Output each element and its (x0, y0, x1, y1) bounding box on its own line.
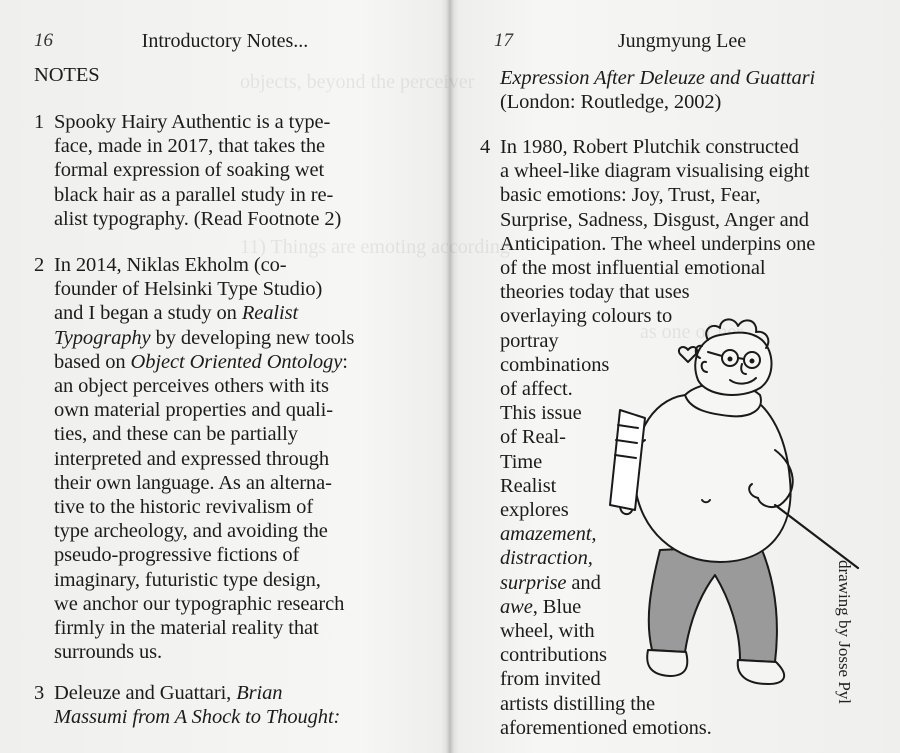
text-line (500, 66, 890, 90)
left-running-head (34, 28, 416, 54)
text-line: from invited (500, 668, 601, 691)
footnote-number: 4 (480, 136, 491, 158)
text-line: firmly in the material reality that (54, 617, 319, 640)
text-line: pseudo-progressive fictions of (54, 544, 300, 567)
footnote-number: 2 (34, 254, 45, 276)
text-line: and I began a study on Realist (54, 302, 299, 325)
notes-heading: NOTES (34, 64, 100, 86)
footnote-body (54, 253, 434, 664)
text-line: face, made in 2017, that takes the (54, 135, 325, 158)
text-line: basic emotions: Joy, Trust, Fear, (500, 184, 761, 207)
text-line: we anchor our typographic research (54, 592, 345, 615)
text-line: of the most influential emotional (500, 257, 766, 280)
text-line: theories today that uses (500, 281, 690, 304)
right-running-head (494, 28, 870, 54)
text-line: awe, Blue (500, 595, 582, 618)
italic-text: Typography (54, 326, 151, 349)
italic-text: Realist (241, 302, 299, 325)
text-line: of Real- (500, 426, 566, 449)
text-line: imaginary, futuristic type design, (54, 568, 321, 591)
page-number-left: 16 (34, 30, 53, 51)
text-line: tive to the historic revivalism of (54, 496, 314, 519)
text-line: their own language. As an alterna- (54, 471, 332, 494)
text-line: combinations (500, 353, 610, 376)
text-line: Anticipation. The wheel underpins one (500, 232, 816, 255)
text-line: a wheel-like diagram visualising eight (500, 160, 810, 183)
text-line (54, 705, 434, 729)
running-head-title-left: Introductory Notes... (141, 30, 309, 52)
illustration-credit: drawing by Josse Pyl (835, 560, 854, 705)
italic-text: surprise (500, 571, 567, 594)
page-number-right: 17 (494, 30, 513, 51)
italic-text: Object Oriented Ontology (130, 350, 343, 373)
show-through-text: objects, beyond the perceiver (240, 71, 475, 93)
italic-text: Massumi from A Shock to Thought: (54, 706, 341, 729)
text-line: surrounds us. (54, 641, 163, 664)
text-line: wheel, with (500, 620, 595, 643)
running-head-title-right: Jungmyung Lee (617, 30, 747, 52)
cartoon-man-illustration (590, 300, 860, 700)
text-line: In 2014, Niklas Ekholm (co- (54, 254, 287, 276)
text-line: based on Object Oriented Ontology: (54, 350, 348, 373)
text-line: artists distilling the (500, 692, 655, 715)
text-line: an object perceives others with its (54, 375, 329, 398)
text-line: In 1980, Robert Plutchik constructed (500, 136, 799, 158)
page-gutter (446, 0, 454, 753)
footnote-number: 1 (34, 111, 45, 133)
italic-text: Brian (236, 682, 283, 704)
italic-text: Expression After Deleuze and Guattari (500, 67, 816, 89)
text-line: founder of Helsinki Type Studio) (54, 278, 323, 301)
left-page (0, 0, 446, 753)
text-line: portray (500, 329, 559, 352)
text-line: type archeology, and avoiding the (54, 520, 328, 543)
text-line: overlaying colours to (500, 305, 673, 328)
italic-text: awe (500, 595, 533, 618)
text-line: ties, and these can be partially (54, 423, 298, 446)
text-line: This issue (500, 402, 582, 425)
text-line: explores (500, 499, 569, 522)
footnote-3-continuation (500, 66, 890, 114)
text-line: black hair as a parallel study in re- (54, 183, 334, 206)
text-line: of affect. (500, 378, 573, 401)
text-line: Spooky Hairy Authentic is a type- (54, 111, 331, 133)
footnote-body (54, 110, 434, 231)
footnote-1 (34, 110, 434, 231)
text-line: formal expression of soaking wet (54, 159, 325, 182)
footnote-2 (34, 253, 434, 664)
text-line: interpreted and expressed through (54, 447, 330, 470)
text-line: aforementioned emotions. (500, 716, 712, 739)
footnote-body (54, 681, 434, 729)
text-line: Deleuze and Guattari, Brian (54, 682, 283, 704)
text-line: alist typography. (Read Footnote 2) (54, 207, 342, 230)
italic-text: amazement, (500, 523, 597, 546)
text-line: own material properties and quali- (54, 399, 333, 422)
italic-text: distraction, (500, 547, 593, 570)
text-line: (London: Routledge, 2002) (500, 91, 722, 114)
show-through-text: 11) Things are emoting according (240, 236, 510, 258)
text-line: Typography by developing new tools (54, 326, 355, 349)
text-line: Realist (500, 474, 557, 497)
text-line: contributions (500, 644, 607, 667)
footnote-number: 3 (34, 682, 45, 704)
footnote-3 (34, 681, 434, 729)
text-line: Time (500, 450, 543, 473)
show-through-text: as one of her (640, 321, 743, 343)
text-line: Surprise, Sadness, Disgust, Anger and (500, 208, 809, 231)
text-line: surprise and (500, 571, 601, 594)
